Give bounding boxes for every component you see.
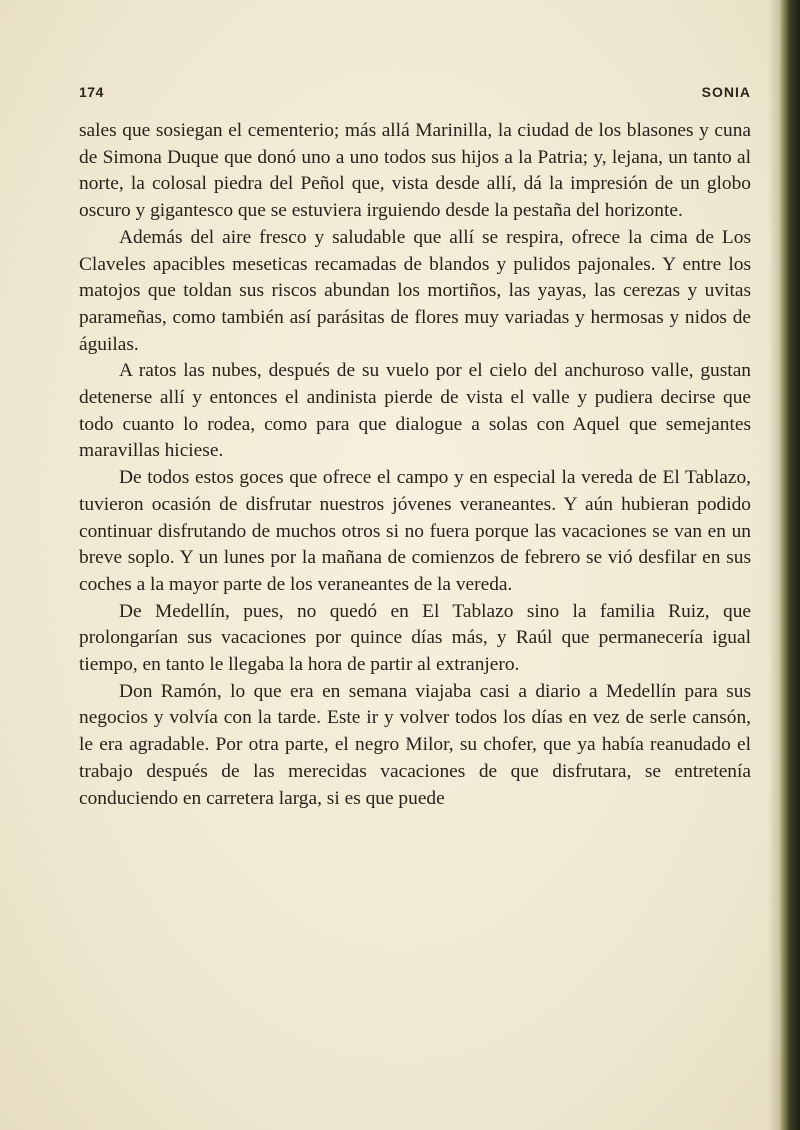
running-title: SONIA — [701, 84, 751, 100]
paragraph: A ratos las nubes, después de su vuelo por el cielo del anchuroso valle, gustan detenerse allí y entonces el andinista pierde de vista el valle y pudiera decirse que todo cuanto lo rodea, como para que dialogue a solas con Aquel que semejantes maravillas hiciese. — [79, 360, 751, 462]
body-text — [79, 118, 751, 812]
paragraph-continuation: sales que sosiegan el cementerio; más allá Marinilla, la ciudad de los blasones y cuna de Simona Duque que donó uno a uno todos sus hijos a la Patria; y, lejana, un tanto al norte, la colosal piedra del Peñol que, vista desde allí, dá la impresión de un globo oscuro y gigantesco que se estuviera irguiendo desde la pestaña del horizonte. — [79, 120, 751, 222]
paragraph: De todos estos goces que ofrece el campo y en especial la vereda de El Tablazo, tuvieron ocasión de disfrutar nuestros jóvenes veraneantes. Y aún hubieran podido continuar disfrutando de muchos otros si no fuera porque las vacaciones se van en un breve soplo. Y un lunes por la mañana de comienzos de febrero se vió desfilar en sus coches a la mayor parte de los veraneantes de la vereda. — [79, 467, 751, 595]
page-number: 174 — [79, 84, 104, 100]
page-gutter-shadow — [768, 0, 778, 1130]
book-spine — [778, 0, 800, 1130]
paragraph: Además del aire fresco y saludable que allí se respira, ofrece la cima de Los Claveles apacibles meseticas recamadas de blandos y pulidos pajonales. Y entre los matojos que toldan sus riscos abundan los mortiños, las yayas, las cerezas y uvitas parameñas, como también así parásitas de flores muy variadas y hermosas y nidos de águilas. — [79, 226, 751, 355]
paragraph: De Medellín, pues, no quedó en El Tablazo sino la familia Ruiz, que prolongarían sus vacaciones por quince días más, y Raúl que permanecería igual tiempo, en tanto le llegaba la hora de partir al extranjero. — [79, 600, 751, 676]
page-header — [79, 84, 751, 108]
paragraph: Don Ramón, lo que era en semana viajaba casi a diario a Medellín para sus negocios y volvía con la tarde. Este ir y volver todos los días en vez de serle cansón, le era agradable. Por otra parte, el negro Milor, su chofer, que ya había reanudado el trabajo después de las merecidas vacaciones de que disfrutara, se entretenía conduciendo en carretera larga, si es que puede — [79, 680, 751, 809]
